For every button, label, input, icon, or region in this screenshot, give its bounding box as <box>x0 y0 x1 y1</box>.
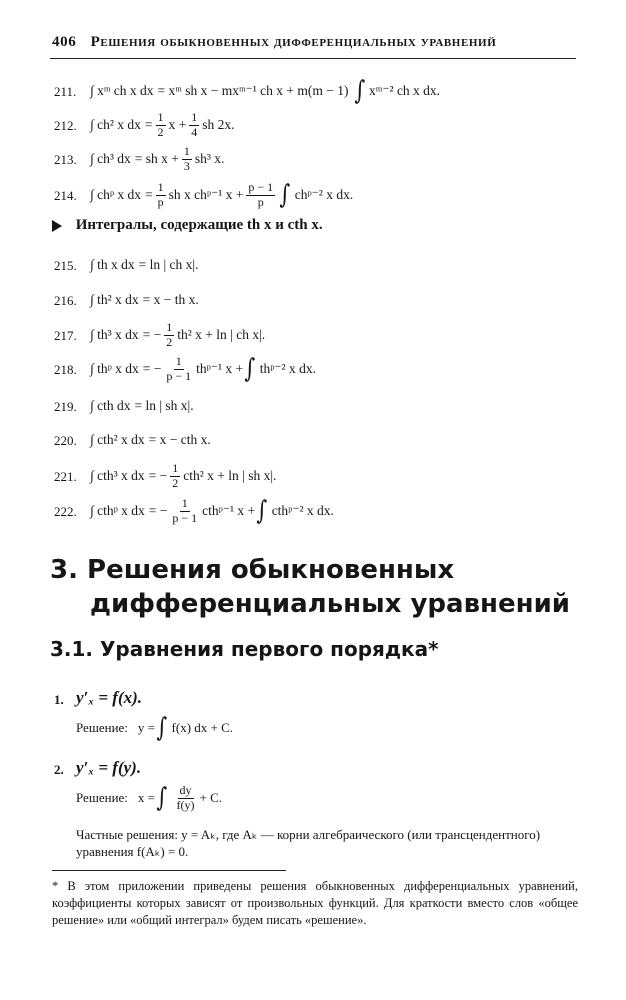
formula-lhs: ∫ ch³ dx <box>90 151 131 166</box>
formula-rhs: = − <box>148 468 168 483</box>
formula-number: 211. <box>54 84 77 99</box>
formula-rhs: = <box>144 117 153 132</box>
formula-222 <box>44 494 604 528</box>
formula-220 <box>44 423 604 457</box>
formula-rhs: = xᵐ sh x − mxᵐ⁻¹ ch x + m(m − 1) <box>157 83 349 98</box>
formula-number: 218. <box>54 362 77 377</box>
formula-lhs: ∫ cth dx <box>90 398 131 413</box>
solution-lhs: x = <box>137 790 155 805</box>
page-number: 406 <box>52 34 77 50</box>
formula-213 <box>44 142 604 176</box>
solution-lhs: y = <box>137 720 155 735</box>
formula-211 <box>44 74 604 108</box>
integral-sign: ∫ <box>156 783 168 813</box>
formula-rhs: thᵖ⁻² x dx. <box>259 361 316 376</box>
fraction: $\frac{1}{p}$ <box>157 180 164 209</box>
fraction: $\frac{1}{p - 1}$ <box>172 496 198 525</box>
formula-number: 214. <box>54 188 77 203</box>
formula-number: 213. <box>54 152 77 167</box>
formula-218 <box>44 352 604 386</box>
footnote-rule <box>52 870 286 871</box>
formula-rhs: = − <box>142 361 162 376</box>
fraction: $\frac{1}{2}$ <box>172 461 179 490</box>
running-title: Решения обыкновенных дифференциальных уравнений <box>90 34 497 50</box>
formula-rhs: cthᵖ⁻¹ x + <box>202 503 256 518</box>
chapter-title-line2: дифференциальных уравнений <box>90 589 571 619</box>
integral-sign: ∫ <box>156 713 168 743</box>
formula-number: 216. <box>54 293 77 308</box>
formula-rhs: sh 2x. <box>202 117 235 132</box>
formula-rhs: = ln | ch x|. <box>138 257 199 272</box>
formula-rhs: th² x + ln | ch x|. <box>177 327 266 342</box>
solution-2 <box>76 780 222 816</box>
particular-solutions-text: Частные решения: y = Aₖ, где Aₖ — корни алгебраического (или трансцендентного) уравнения f(Aₖ) = 0. <box>76 827 541 859</box>
formula-rhs: cth² x + ln | sh x|. <box>183 468 277 483</box>
formula-219 <box>44 389 604 423</box>
integral-sign: ∫ <box>244 354 256 384</box>
equation-number: 2. <box>54 762 64 777</box>
running-header <box>52 34 572 56</box>
formula-lhs: ∫ ch² x dx <box>90 117 141 132</box>
formula-rhs: x + <box>168 117 187 132</box>
triangle-bullet-icon <box>52 220 62 232</box>
formula-lhs: ∫ thᵖ x dx <box>90 361 139 376</box>
formula-number: 215. <box>54 258 77 273</box>
formula-rhs: = sh x + <box>134 151 179 166</box>
formula-rhs: = − <box>148 503 168 518</box>
formula-rhs: = x − cth x. <box>148 432 211 447</box>
formula-number: 212. <box>54 118 77 133</box>
formula-212 <box>44 108 604 142</box>
formula-number: 217. <box>54 328 77 343</box>
integral-sign: ∫ <box>256 496 268 526</box>
fraction: $\frac{1}{4}$ <box>191 110 198 139</box>
formula-lhs: ∫ cthᵖ x dx <box>90 503 145 518</box>
equation-title: y′ₓ = f(y). <box>76 758 142 777</box>
formula-lhs: ∫ chᵖ x dx <box>90 187 142 202</box>
footnote: * В этом приложении приведены решения обыкновенных дифференциальных уравнений, коэффициенты которых зависят от произвольных функций. Для краткости вместо слов «общее решение» или «общий интеграл» будем писать «решение». <box>52 879 578 927</box>
chapter-heading <box>50 553 590 621</box>
equation-number: 1. <box>54 692 64 707</box>
formula-lhs: ∫ th x dx <box>90 257 135 272</box>
formula-rhs: xᵐ⁻² ch x dx. <box>369 83 441 98</box>
formula-rhs: sh³ x. <box>194 151 225 166</box>
fraction: $\frac{1}{2}$ <box>157 110 164 139</box>
formula-rhs: sh x chᵖ⁻¹ x + <box>168 187 244 202</box>
formula-217 <box>44 318 604 352</box>
formula-number: 219. <box>54 399 77 414</box>
subsection-heading <box>52 217 572 239</box>
formula-rhs: = x − th x. <box>142 292 199 307</box>
chapter-title-line1: 3. Решения обыкновенных <box>50 555 455 585</box>
formula-lhs: ∫ cth³ x dx <box>90 468 145 483</box>
formula-rhs: = − <box>142 327 162 342</box>
formula-number: 220. <box>54 433 77 448</box>
formula-lhs: ∫ cth² x dx <box>90 432 145 447</box>
fraction: $\frac{1}{2}$ <box>166 320 173 349</box>
solution-rhs: + C. <box>199 790 223 805</box>
solution-1 <box>76 710 233 746</box>
integral-sign: ∫ <box>353 76 365 106</box>
formula-214 <box>44 178 604 212</box>
fraction: $\frac{p - 1}{p}$ <box>248 180 274 209</box>
formula-number: 221. <box>54 469 77 484</box>
formula-rhs: = ln | sh x|. <box>134 398 194 413</box>
solution-label: Решение: <box>76 720 128 735</box>
solution-rhs: f(x) dx + C. <box>171 720 234 735</box>
formula-number: 222. <box>54 504 77 519</box>
formula-lhs: ∫ th² x dx <box>90 292 139 307</box>
header-rule <box>50 58 576 59</box>
integral-sign: ∫ <box>279 180 291 210</box>
formula-221 <box>44 459 604 493</box>
subsection-title: Интегралы, содержащие th x и cth x. <box>75 217 323 233</box>
formula-216 <box>44 283 604 317</box>
formula-rhs: cthᵖ⁻² x dx. <box>271 503 334 518</box>
fraction: $\frac{dy}{f(y)}$ <box>176 783 195 812</box>
fraction: $\frac{1}{p - 1}$ <box>166 354 192 383</box>
solution-label: Решение: <box>76 790 128 805</box>
formula-rhs: thᵖ⁻¹ x + <box>196 361 244 376</box>
section-heading: 3.1. Уравнения первого порядка* <box>50 637 439 661</box>
formula-215 <box>44 248 604 282</box>
formula-lhs: ∫ xᵐ ch x dx <box>90 83 154 98</box>
equation-title: y′ₓ = f(x). <box>76 688 143 707</box>
fraction: $\frac{1}{3}$ <box>183 144 190 173</box>
formula-rhs: chᵖ⁻² x dx. <box>294 187 354 202</box>
formula-rhs: = <box>145 187 153 202</box>
formula-lhs: ∫ th³ x dx <box>90 327 139 342</box>
